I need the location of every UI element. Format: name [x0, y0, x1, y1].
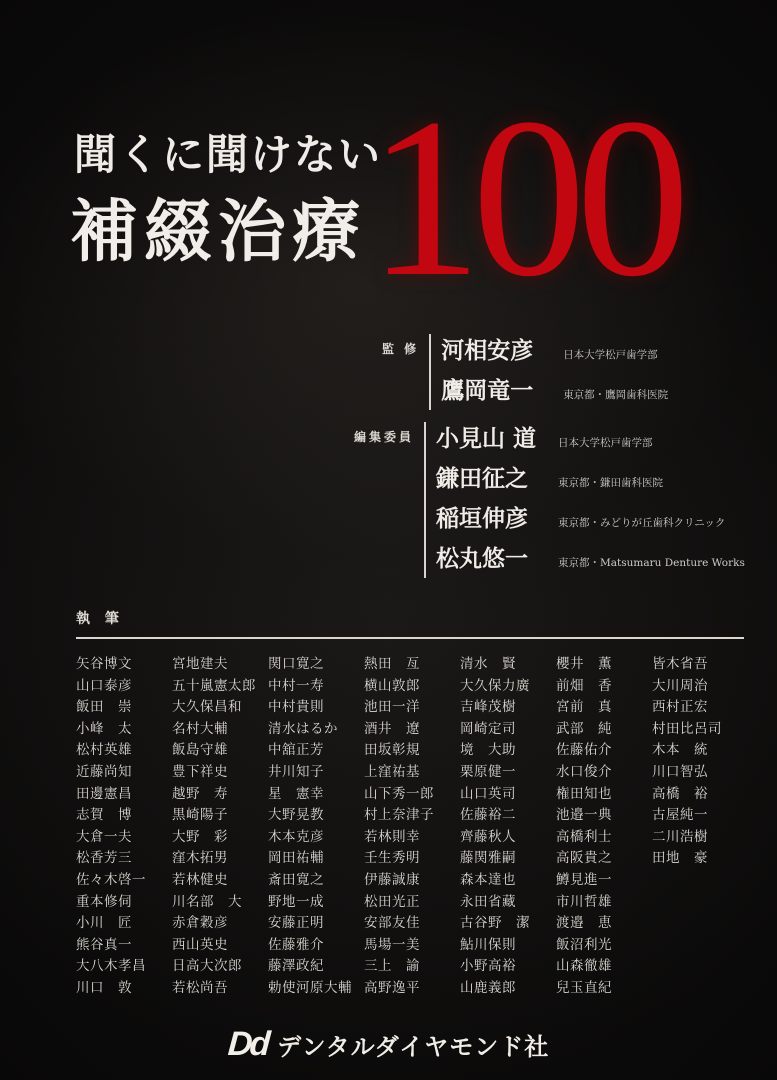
supervision-block: [382, 332, 668, 412]
publisher-name: デンタルダイヤモンド社: [277, 1034, 550, 1061]
editor-affiliation: 東京都・みどりが丘歯科クリニック: [558, 517, 726, 529]
author-name: 若松尚吾: [172, 979, 228, 996]
author-name: 小野高裕: [460, 958, 516, 975]
editor-entry: [436, 540, 745, 573]
author-name: 渡邉 恵: [556, 915, 612, 932]
dental-diamond-logo-icon: Dd: [226, 1025, 269, 1063]
vertical-divider: [429, 334, 431, 410]
editor-name: 稲垣伸彦: [436, 505, 529, 532]
editor-affiliation: 東京都・Matsumaru Denture Works: [558, 557, 745, 569]
authors-label: 執 筆: [76, 611, 124, 627]
author-name: 吉峰茂樹: [460, 699, 516, 716]
author-name: 佐藤佑介: [556, 742, 612, 759]
author-name: 安部友佳: [364, 915, 420, 932]
author-name: 大久保力廣: [460, 677, 530, 694]
author-name: 井川知子: [268, 763, 324, 780]
author-name: 重本修伺: [76, 893, 132, 910]
author-name: 西村正宏: [652, 699, 708, 716]
publisher-block: [0, 1025, 777, 1064]
author-name: 岡田祐輔: [268, 850, 324, 867]
author-column: [268, 654, 360, 1000]
author-name: 星 憲幸: [268, 785, 324, 802]
author-name: 志賀 博: [76, 807, 132, 824]
author-name: 熱田 亙: [364, 656, 420, 672]
author-name: 川口 敦: [76, 979, 132, 996]
author-name: 伊藤誠康: [364, 871, 420, 888]
author-name: 松田光正: [364, 893, 420, 910]
author-name: 関口寛之: [268, 656, 324, 672]
editorial-label: 編集委員: [354, 430, 415, 444]
author-name: 高阪貴之: [556, 850, 612, 867]
title-main: 補綴治療: [70, 192, 367, 272]
author-name: 古屋純一: [652, 807, 708, 824]
author-name: 小峰 太: [76, 720, 132, 737]
editor-entry: [436, 500, 745, 533]
author-name: 山口泰彦: [76, 677, 132, 694]
author-name: 村上奈津子: [364, 807, 434, 824]
author-name: 永田省藏: [460, 893, 516, 910]
supervisor-entry: [441, 372, 668, 405]
author-name: 古谷野 潔: [460, 915, 530, 932]
author-column: [364, 654, 456, 1000]
author-name: 横山敦郎: [364, 677, 420, 694]
author-name: 前畑 香: [556, 677, 612, 694]
supervisor-name: 鷹岡竜一: [441, 377, 534, 404]
author-name: 中村一寿: [268, 677, 324, 694]
editorial-entries: [436, 420, 745, 580]
author-name: 山鹿義郎: [460, 979, 516, 996]
author-name: 皆木省吾: [652, 656, 708, 672]
author-name: 勅使河原大輔: [268, 979, 352, 996]
author-name: 飯田 崇: [76, 699, 132, 716]
author-name: 近藤尚知: [76, 763, 132, 780]
author-name: 田邊憲昌: [76, 785, 132, 802]
vertical-divider: [424, 422, 426, 578]
author-name: 高野逸平: [364, 979, 420, 996]
author-name: 森本達也: [460, 871, 516, 888]
author-column: [556, 654, 648, 1000]
author-name: 飯島守雄: [172, 742, 228, 759]
author-name: 黒崎陽子: [172, 807, 228, 824]
author-name: 岡崎定司: [460, 720, 516, 737]
author-name: 西山英史: [172, 936, 228, 953]
author-name: 高橋 裕: [652, 785, 708, 802]
supervisor-affiliation: 日本大学松戸歯学部: [563, 349, 658, 361]
author-name: 酒井 遼: [364, 720, 420, 737]
author-name: 大八木孝昌: [76, 958, 146, 975]
editor-affiliation: 日本大学松戸歯学部: [558, 437, 653, 449]
author-column: [76, 654, 168, 1000]
supervisor-name: 河相安彦: [441, 337, 534, 364]
editor-name: 鎌田征之: [436, 465, 529, 492]
author-name: 名村大輔: [172, 720, 228, 737]
authors-block: [76, 608, 744, 1000]
author-name: 壬生秀明: [364, 850, 420, 867]
title-number-100: 100: [368, 72, 680, 324]
author-name: 大倉一夫: [76, 828, 132, 845]
author-name: 川名部 大: [172, 893, 242, 910]
author-name: 木本克彦: [268, 828, 324, 845]
author-name: 大久保昌和: [172, 699, 242, 716]
author-name: 窪木拓男: [172, 850, 228, 867]
author-name: 佐藤雅介: [268, 936, 324, 953]
author-name: 宮地建夫: [172, 656, 228, 672]
author-name: 斎田寛之: [268, 871, 324, 888]
supervision-entries: [441, 332, 668, 412]
author-name: 齊藤秋人: [460, 828, 516, 845]
author-name: 中村貴則: [268, 699, 324, 716]
author-name: 大野 彩: [172, 828, 228, 845]
title-subtitle: 聞くに聞けない: [74, 130, 383, 179]
author-name: 池邉一典: [556, 807, 612, 824]
author-name: 二川浩樹: [652, 828, 708, 845]
author-name: 木本 統: [652, 742, 708, 759]
author-column: [172, 654, 264, 1000]
author-name: 武部 純: [556, 720, 612, 737]
author-name: 鱒見進一: [556, 871, 612, 888]
author-name: 矢谷博文: [76, 656, 132, 672]
author-name: 松香芳三: [76, 850, 132, 867]
author-name: 大川周治: [652, 677, 708, 694]
author-name: 権田知也: [556, 785, 612, 802]
author-name: 馬場一美: [364, 936, 420, 953]
author-column: [652, 654, 744, 1000]
author-name: 上窪祐基: [364, 763, 420, 780]
author-name: 境 大助: [460, 742, 516, 759]
author-name: 栗原健一: [460, 763, 516, 780]
author-name: 藤関雅嗣: [460, 850, 516, 867]
author-name: 大野晃教: [268, 807, 324, 824]
author-name: 田地 豪: [652, 850, 708, 867]
horizontal-rule: [76, 637, 744, 639]
editor-entry: [436, 420, 745, 453]
author-name: 佐藤裕二: [460, 807, 516, 824]
editor-name: 小見山 道: [436, 425, 537, 452]
author-column: [460, 654, 552, 1000]
author-name: 山森徹雄: [556, 958, 612, 975]
author-name: 若林健史: [172, 871, 228, 888]
author-name: 三上 諭: [364, 958, 420, 975]
author-name: 池田一洋: [364, 699, 420, 716]
author-name: 安藤正明: [268, 915, 324, 932]
authors-grid: [76, 654, 744, 1000]
author-name: 松村英雄: [76, 742, 132, 759]
supervisor-affiliation: 東京都・鷹岡歯科医院: [563, 389, 669, 401]
author-name: 市川哲雄: [556, 893, 612, 910]
author-name: 山下秀一郎: [364, 785, 434, 802]
author-name: 日高大次郎: [172, 958, 242, 975]
supervision-label: 監 修: [382, 342, 420, 356]
author-name: 川口智弘: [652, 763, 708, 780]
author-name: 越野 寿: [172, 785, 228, 802]
author-name: 村田比呂司: [652, 720, 722, 737]
editor-entry: [436, 460, 745, 493]
editorial-block: [354, 420, 745, 580]
author-name: 佐々木啓一: [76, 871, 146, 888]
author-name: 若林則幸: [364, 828, 420, 845]
author-name: 熊谷真一: [76, 936, 132, 953]
author-name: 宮前 真: [556, 699, 612, 716]
author-name: 五十嵐憲太郎: [172, 677, 256, 694]
author-name: 山口英司: [460, 785, 516, 802]
author-name: 田坂彰規: [364, 742, 420, 759]
editor-affiliation: 東京都・鎌田歯科医院: [558, 477, 664, 489]
author-name: 兒玉直紀: [556, 979, 612, 996]
author-name: 藤澤政紀: [268, 958, 324, 975]
author-name: 豊下祥史: [172, 763, 228, 780]
author-name: 水口俊介: [556, 763, 612, 780]
author-name: 赤倉穀彦: [172, 915, 228, 932]
author-name: 鮎川保則: [460, 936, 516, 953]
editor-name: 松丸悠一: [436, 545, 529, 572]
author-name: 清水 賢: [460, 656, 516, 672]
author-name: 野地一成: [268, 893, 324, 910]
author-name: 中舘正芳: [268, 742, 324, 759]
author-name: 清水はるか: [268, 720, 338, 737]
supervisor-entry: [441, 332, 668, 365]
author-name: 櫻井 薫: [556, 656, 612, 672]
author-name: 小川 匠: [76, 915, 132, 932]
author-name: 飯沼利光: [556, 936, 612, 953]
author-name: 高橋利士: [556, 828, 612, 845]
